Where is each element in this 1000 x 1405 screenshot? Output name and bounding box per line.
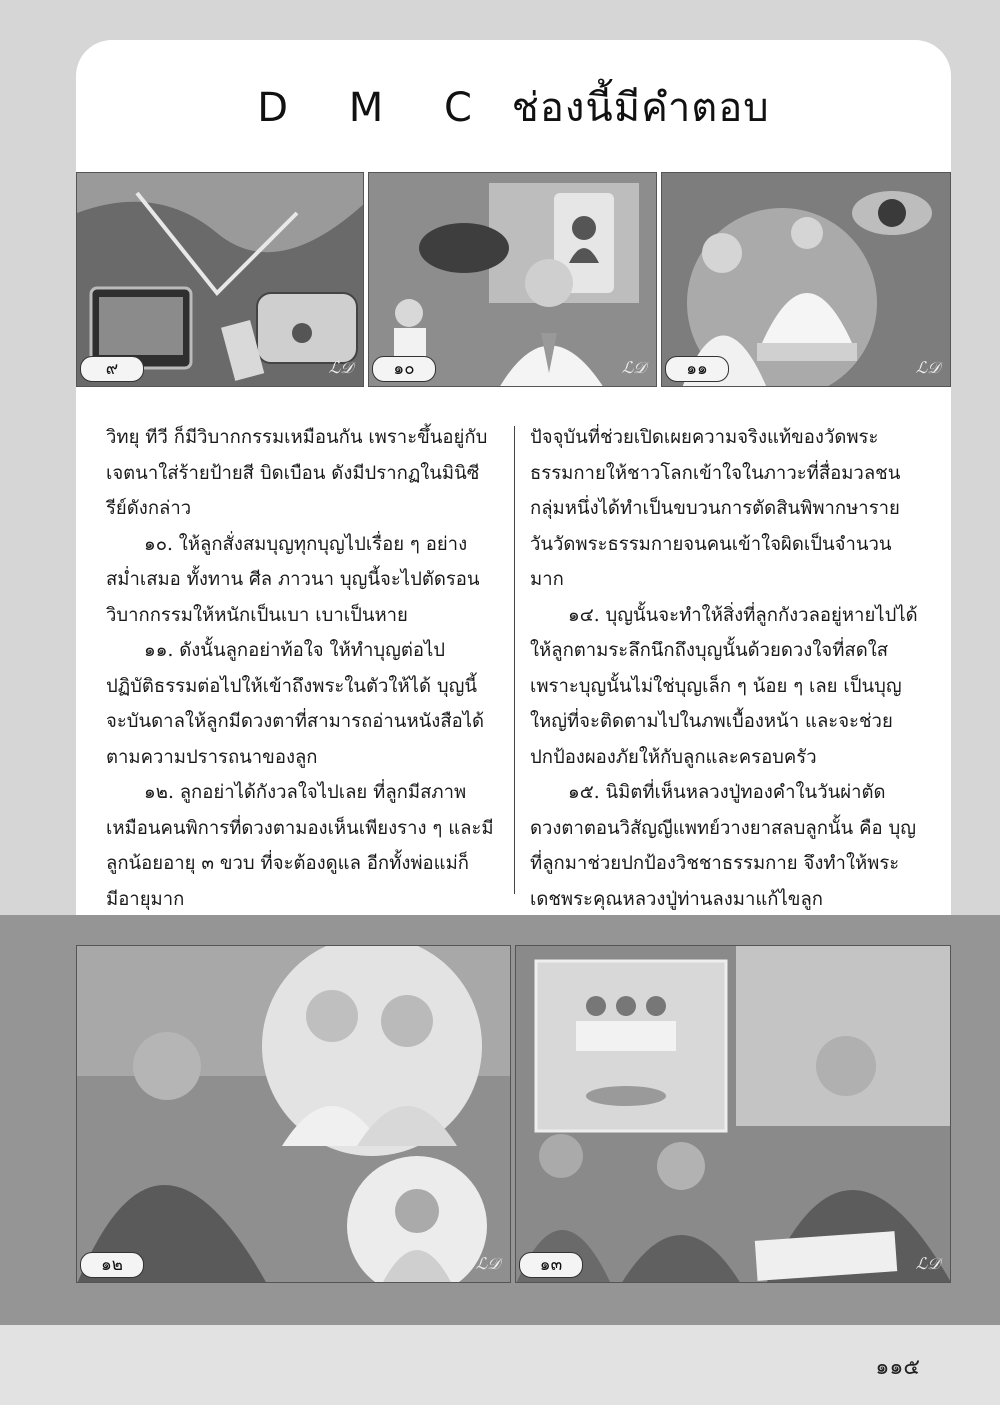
paragraph: ปัจจุบันที่ช่วยเปิดเผยความจริงแท้ของวัดพระธรรมกายให้ชาวโลกเข้าใจในภาวะที่สื่อมวลชนกลุ่มหนึ่งได้ทำเป็นขบวนการตัดสินพิพากษารายวันวัดพระธรรมกายจนคนเข้าใจผิดเป็นจำนวนมาก <box>530 427 901 590</box>
illustration-11 <box>661 172 951 387</box>
illustration-number-badge: ๙ <box>80 356 144 382</box>
paragraph: วิทยุ ทีวี ก็มีวิบากกรรมเหมือนกัน เพราะขึ้นอยู่กับเจตนาใส่ร้ายป้ายสี บิดเบือน ดังมีปรากฏในมินิซีรีย์ดังกล่าว <box>106 427 488 519</box>
illustration-9 <box>76 172 364 387</box>
artist-signature: ℒ𝒟 <box>915 1254 940 1273</box>
illustration-11-art <box>662 173 951 387</box>
illustration-12-art <box>77 946 511 1283</box>
artist-signature: ℒ𝒟 <box>475 1254 500 1273</box>
column-divider <box>514 426 515 894</box>
artist-signature: ℒ𝒟 <box>915 358 940 377</box>
paragraph: ๑๔. บุญนั้นจะทำให้สิ่งที่ลูกกังวลอยู่หายไปได้ ให้ลูกตามระลึกนึกถึงบุญนั้นด้วยดวงใจที่สดใส เพราะบุญนั้นไม่ใช่บุญเล็ก ๆ น้อย ๆ เลย เป็นบุญใหญ่ที่จะติดตามไปในภพเบื้องหน้า และจะช่วยปกป้องผองภัยให้กับลูกและครอบครัว <box>530 604 918 768</box>
illustration-13-art <box>516 946 951 1283</box>
paragraph: ๑๑. ดังนั้นลูกอย่าท้อใจ ให้ทำบุญต่อไป ปฏิบัติธรรมต่อไปให้เข้าถึงพระในตัวให้ได้ บุญนี้จะบันดาลให้ลูกมีดวงตาที่สามารถอ่านหนังสือได้ตามความปรารถนาของลูก <box>106 640 485 768</box>
footer-band <box>0 1325 1000 1405</box>
illustration-13 <box>515 945 951 1283</box>
paragraph: ๑๕. นิมิตที่เห็นหลวงปู่ทองคำในวันผ่าตัดดวงตาตอนวิสัญญีแพทย์วางยาสลบลูกนั้น คือ บุญที่ลูกมาช่วยปกป้องวิชชาธรรมกาย จึงทำให้พระเดชพระคุณหลวงปู่ท่านลงมาแก้ไขลูก <box>530 782 916 910</box>
article-column-left <box>106 420 498 988</box>
article-column-right <box>530 420 922 988</box>
illustration-number-badge: ๑๐ <box>372 356 436 382</box>
title-thai: ช่องนี้มีคำตอบ <box>511 85 770 131</box>
page-number: ๑๑๕ <box>875 1355 920 1380</box>
illustration-10 <box>368 172 657 387</box>
paragraph: ๑๐. ให้ลูกสั่งสมบุญทุกบุญไปเรื่อย ๆ อย่างสม่ำเสมอ ทั้งทาน ศีล ภาวนา บุญนี้จะไปตัดรอนวิบากกรรมให้หนักเป็นเบา เบาเป็นหาย <box>106 533 480 626</box>
illustration-number-badge: ๑๓ <box>519 1252 583 1278</box>
title-latin: D M C <box>257 85 496 131</box>
artist-signature: ℒ𝒟 <box>621 358 646 377</box>
paragraph: ๑๒. ลูกอย่าได้กังวลใจไปเลย ที่ลูกมีสภาพเหมือนคนพิการที่ดวงตามองเห็นเพียงราง ๆ และมีลูกน้อยอายุ ๓ ขวบ ที่จะต้องดูแล อีกทั้งพ่อแม่ก็มีอายุมาก <box>106 782 494 910</box>
artist-signature: ℒ𝒟 <box>328 358 353 377</box>
page-title <box>76 75 951 139</box>
illustration-9-art <box>77 173 364 387</box>
illustration-number-badge: ๑๑ <box>665 356 729 382</box>
illustration-12 <box>76 945 511 1283</box>
illustration-number-badge: ๑๒ <box>80 1252 144 1278</box>
illustration-10-art <box>369 173 657 387</box>
